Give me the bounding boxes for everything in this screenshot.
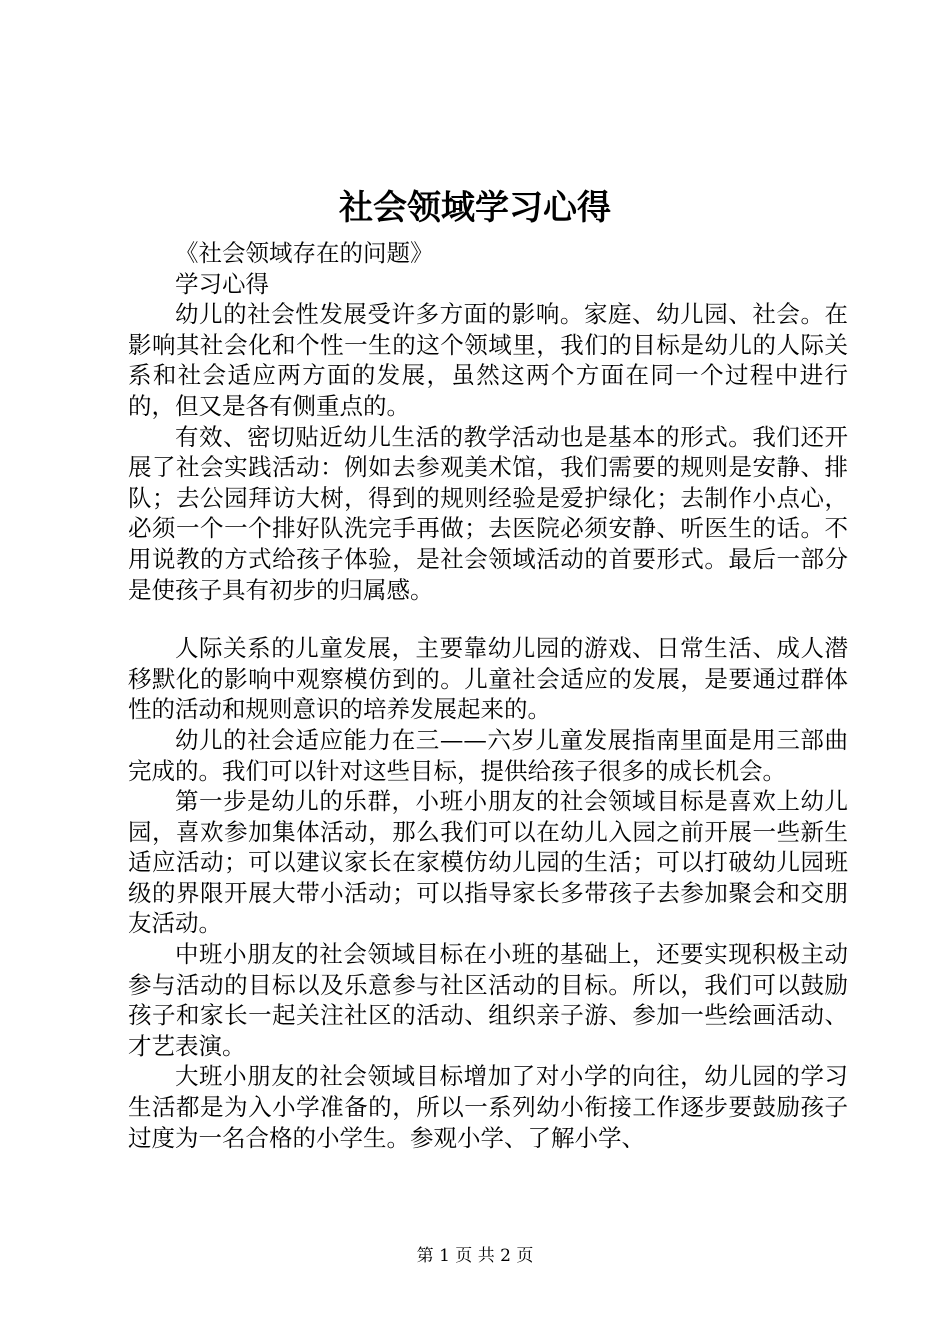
document-title: 社会领域学习心得: [339, 188, 611, 228]
page-footer: 第 1 页 共 2 页: [416, 1246, 534, 1266]
paragraph: 中班小朋友的社会领域目标在小班的基础上，还要实现积极主动参与活动的目标以及乐意参与社区活动的目标。所以，我们可以鼓励孩子和家长一起关注社区的活动、组织亲子游、参加一些绘画活动、才艺表演。: [128, 940, 848, 1060]
paragraph: 人际关系的儿童发展，主要靠幼儿园的游戏、日常生活、成人潜移默化的影响中观察模仿到的。儿童社会适应的发展，是要通过群体性的活动和规则意识的培养发展起来的。: [128, 634, 848, 724]
paragraph-subtitle: 学习心得: [175, 269, 269, 298]
paragraph-source-title: 《社会领域存在的问题》: [175, 239, 434, 267]
paragraph: 幼儿的社会性发展受许多方面的影响。家庭、幼儿园、社会。在影响其社会化和个性一生的这个领域里，我们的目标是幼儿的人际关系和社会适应两方面的发展，虽然这两个方面在同一个过程中进行的，但又是各有侧重点的。: [128, 300, 848, 420]
paragraph: 第一步是幼儿的乐群，小班小朋友的社会领域目标是喜欢上幼儿园，喜欢参加集体活动，那么我们可以在幼儿入园之前开展一些新生适应活动；可以建议家长在家模仿幼儿园的生活；可以打破幼儿园班级的界限开展大带小活动；可以指导家长多带孩子去参加聚会和交朋友活动。: [128, 787, 848, 938]
paragraph: 大班小朋友的社会领域目标增加了对小学的向往，幼儿园的学习生活都是为入小学准备的，所以一系列幼小衔接工作逐步要鼓励孩子过度为一名合格的小学生。参观小学、了解小学、: [128, 1062, 848, 1152]
paragraph: 幼儿的社会适应能力在三——六岁儿童发展指南里面是用三部曲完成的。我们可以针对这些目标，提供给孩子很多的成长机会。: [128, 725, 848, 785]
document-body: [128, 238, 848, 1153]
paragraph: 有效、密切贴近幼儿生活的教学活动也是基本的形式。我们还开展了社会实践活动：例如去参观美术馆，我们需要的规则是安静、排队；去公园拜访大树，得到的规则经验是爱护绿化；去制作小点心，必须一个一个排好队洗完手再做；去医院必须安静、听医生的话。不用说教的方式给孩子体验，是社会领域活动的首要形式。最后一部分是使孩子具有初步的归属感。: [128, 422, 848, 604]
